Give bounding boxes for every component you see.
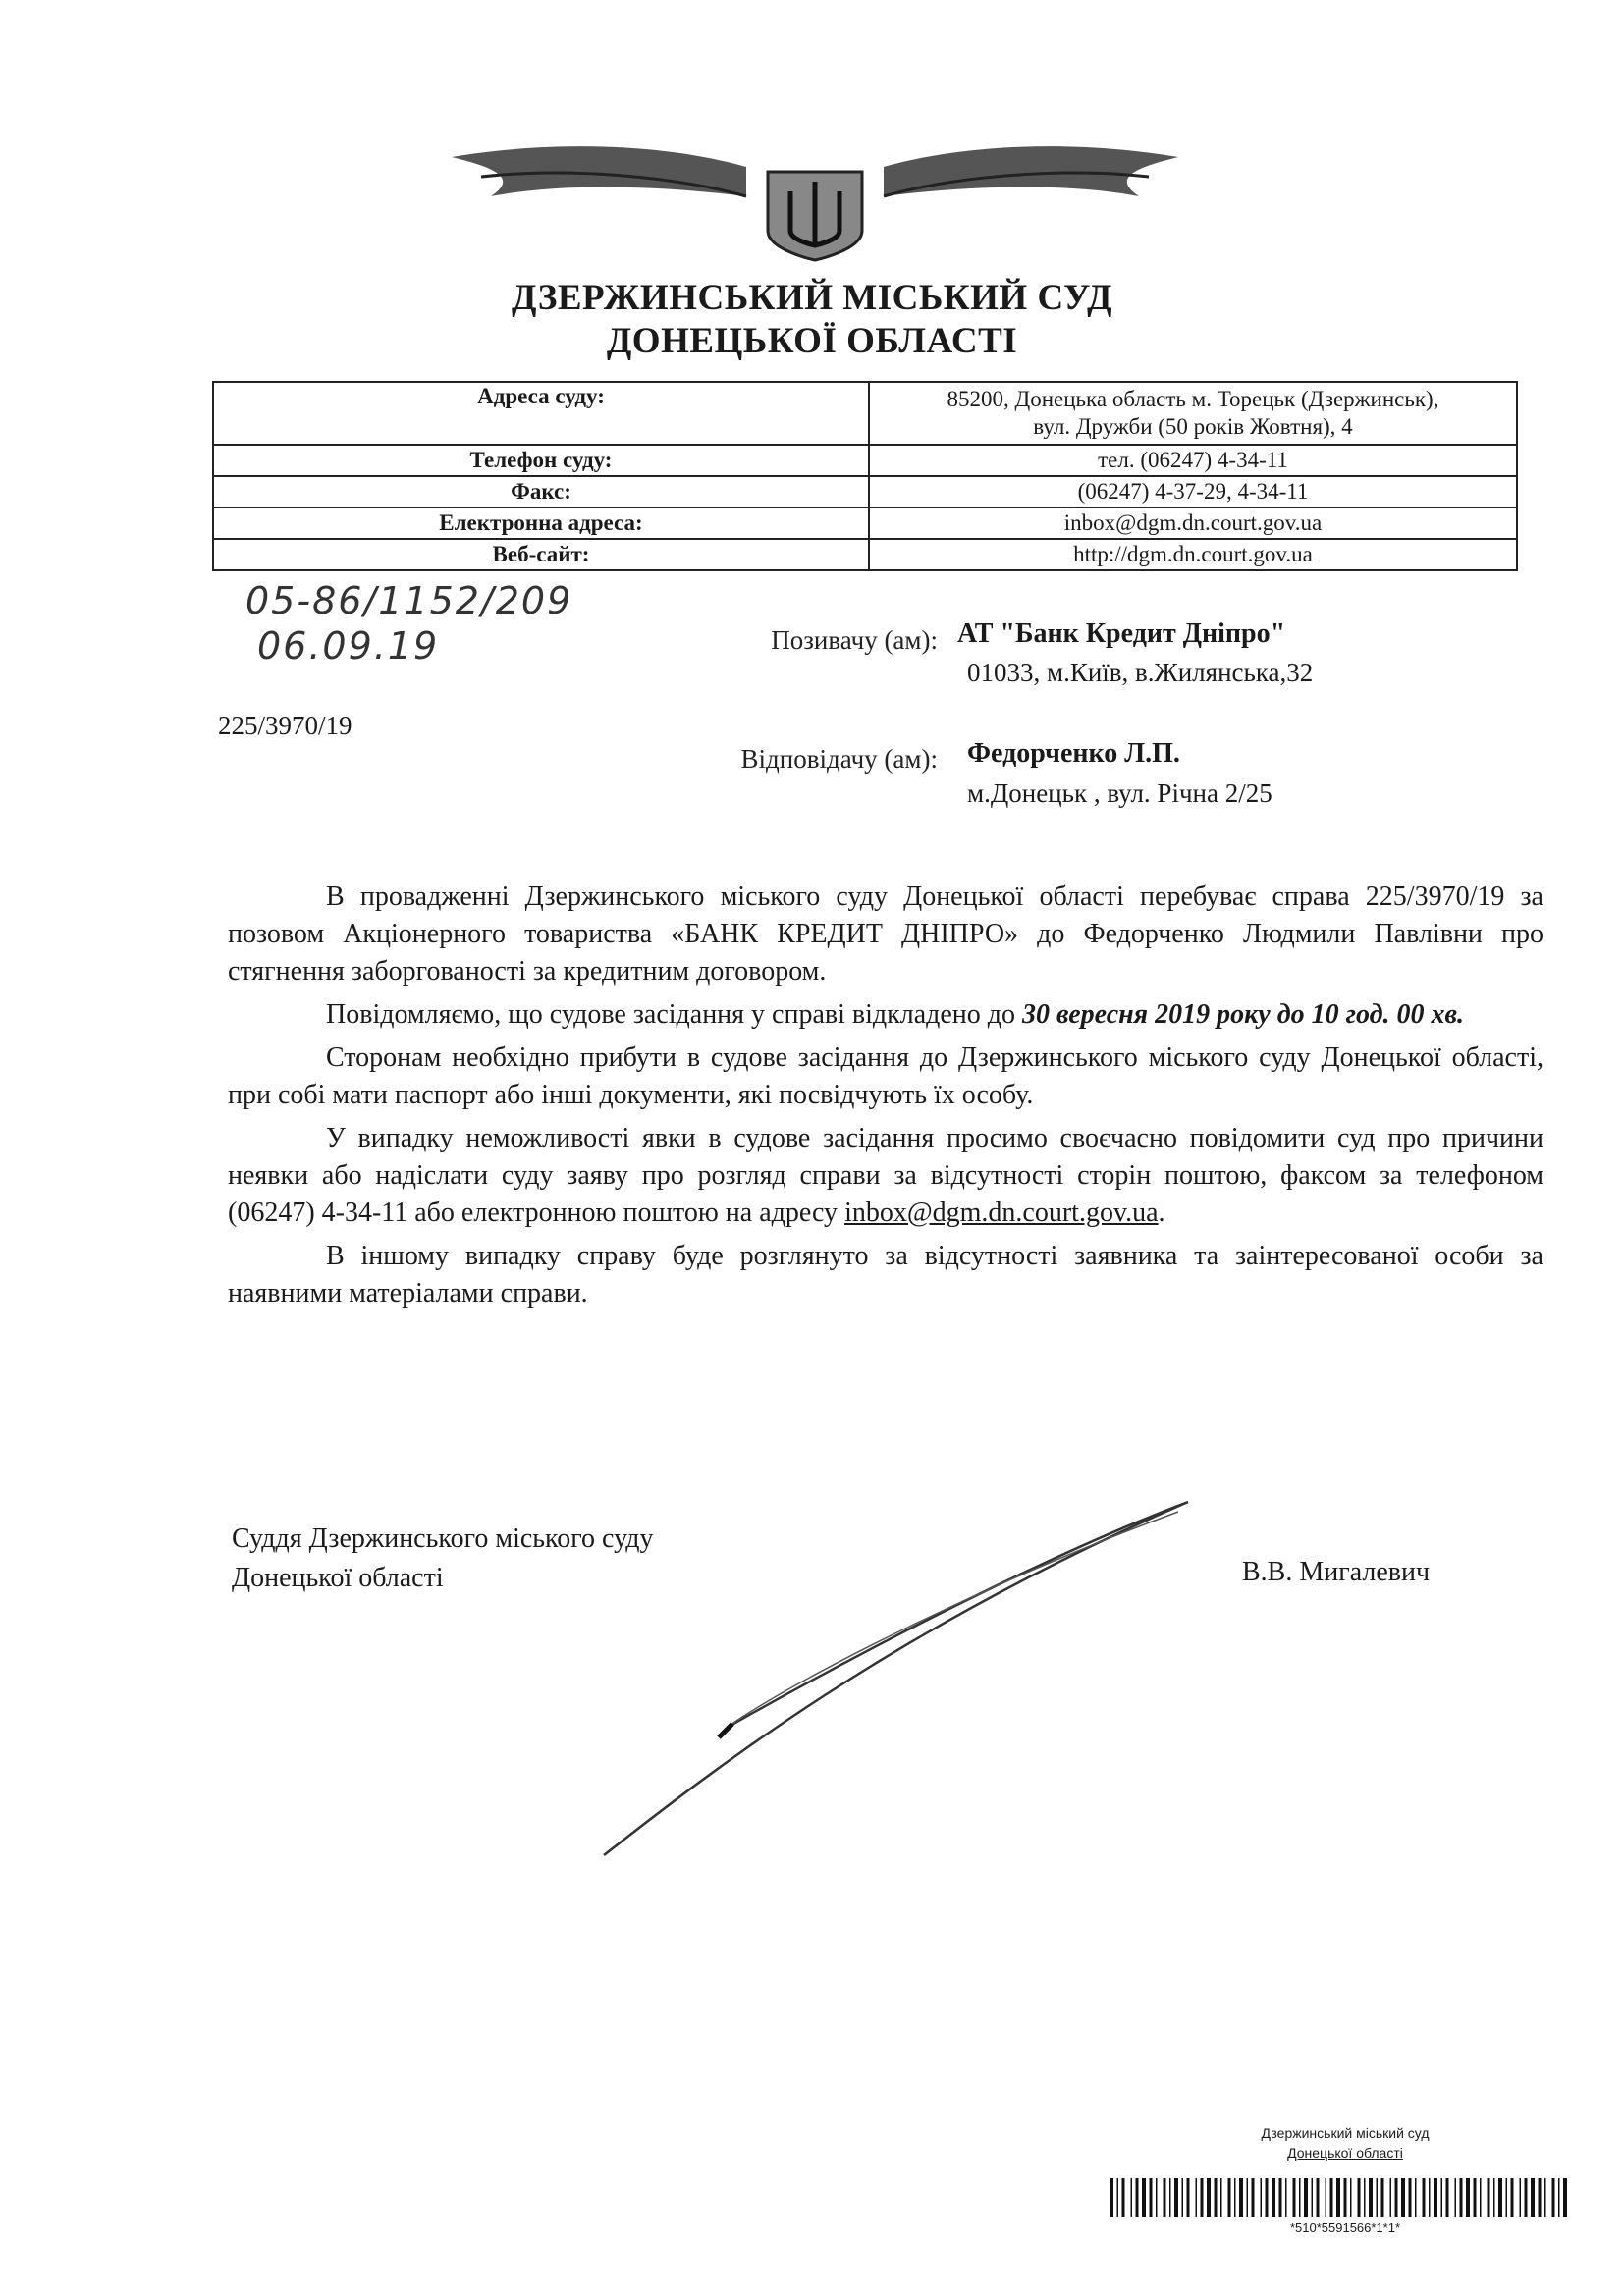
plaintiff-label: Позивачу (ам): <box>771 625 938 655</box>
court-email-link[interactable]: inbox@dgm.dn.court.gov.ua <box>844 1198 1159 1228</box>
phone-value: тел. (06247) 4-34-11 <box>869 445 1517 476</box>
body-paragraph-2 <box>228 996 1543 1034</box>
contacts-row-website <box>213 539 1517 570</box>
contacts-row-phone <box>213 445 1517 476</box>
fax-label: Факс: <box>213 476 869 507</box>
notice-body <box>228 879 1543 1318</box>
body-paragraph-4 <box>228 1120 1543 1232</box>
contacts-row-email <box>213 507 1517 539</box>
website-value: http://dgm.dn.court.gov.ua <box>869 539 1517 570</box>
judge-position <box>232 1520 654 1598</box>
handwritten-signature-icon <box>599 1492 1208 1865</box>
address-value-line2: вул. Дружби (50 років Жовтня), 4 <box>1033 414 1353 439</box>
fax-value: (06247) 4-37-29, 4-34-11 <box>869 476 1517 507</box>
address-value-line1: 85200, Донецька область м. Торецьк (Дзержинськ), <box>947 387 1439 411</box>
contacts-row-address <box>213 382 1517 445</box>
body-paragraph-5: В іншому випадку справу буде розглянуто за відсутності заявника та заінтересованої особи за наявними матеріалами справи. <box>228 1241 1543 1308</box>
judge-name: В.В. Мигалевич <box>1242 1557 1431 1587</box>
website-label: Веб-сайт: <box>213 539 869 570</box>
handwritten-outgoing-number: 05-86/1152/209 <box>245 579 573 622</box>
barcode-icon <box>1110 2178 1571 2217</box>
address-value <box>869 382 1517 445</box>
plaintiff-address: 01033, м.Київ, в.Жилянська,32 <box>967 658 1314 687</box>
trident-emblem-icon <box>452 137 1178 265</box>
defendant-label: Відповідачу (ам): <box>740 744 938 774</box>
judge-position-line2: Донецької області <box>232 1563 444 1593</box>
court-name-line2: ДОНЕЦЬКОЇ ОБЛАСТІ <box>606 321 1018 361</box>
handwritten-date: 06.09.19 <box>257 624 440 667</box>
phone-label: Телефон суду: <box>213 445 869 476</box>
defendant-address: м.Донецьк , вул. Річна 2/25 <box>967 778 1272 808</box>
court-contacts-table <box>212 381 1518 571</box>
court-name-line1: ДЗЕРЖИНСЬКИЙ МІСЬКИЙ СУД <box>511 278 1113 318</box>
body-paragraph-3: Сторонам необхідно прибути в судове засідання до Дзержинського міського суду Донецької області, при собі мати паспорт або інші документи, які посвідчують їх особу. <box>228 1042 1543 1110</box>
judge-position-line1: Суддя Дзержинського міського суду <box>232 1523 654 1554</box>
absence-notice-text: У випадку неможливості явки в судове засідання просимо своєчасно повідомити суд про причини неявки або надіслати суду заяву про розгляд справи за відсутності сторін поштою, факсом за телефоном (06247) 4-34-11 або електронною поштою на адресу <box>228 1123 1543 1228</box>
barcode-number: *510*5591566*1*1* <box>1289 2220 1401 2235</box>
case-number: 225/3970/19 <box>218 711 352 740</box>
address-label: Адреса суду: <box>213 382 869 445</box>
body-paragraph-1: В провадженні Дзержинського міського суду Донецької області перебуває справа 225/3970/19 за позовом Акціонерного товариства «БАНК КРЕДИТ ДНІПРО» до Федорченко Людмили Павлівни про стягнення заборгованості за кредитним договором. <box>228 881 1543 987</box>
email-label: Електронна адреса: <box>213 507 869 539</box>
email-value: inbox@dgm.dn.court.gov.ua <box>869 507 1517 539</box>
hearing-notice-text: Повідомляємо, що судове засідання у справі відкладено до <box>326 999 1023 1030</box>
plaintiff-name: АТ "Банк Кредит Дніпро" <box>957 618 1286 649</box>
hearing-date: 30 вересня 2019 року до 10 год. 00 хв. <box>1022 999 1464 1030</box>
absence-notice-end: . <box>1158 1198 1165 1228</box>
contacts-row-fax <box>213 476 1517 507</box>
stamp-region: Донецької області <box>1287 2145 1403 2161</box>
defendant-name: Федорченко Л.П. <box>967 738 1180 769</box>
stamp-court-name: Дзержинський міський суд <box>1261 2125 1430 2141</box>
